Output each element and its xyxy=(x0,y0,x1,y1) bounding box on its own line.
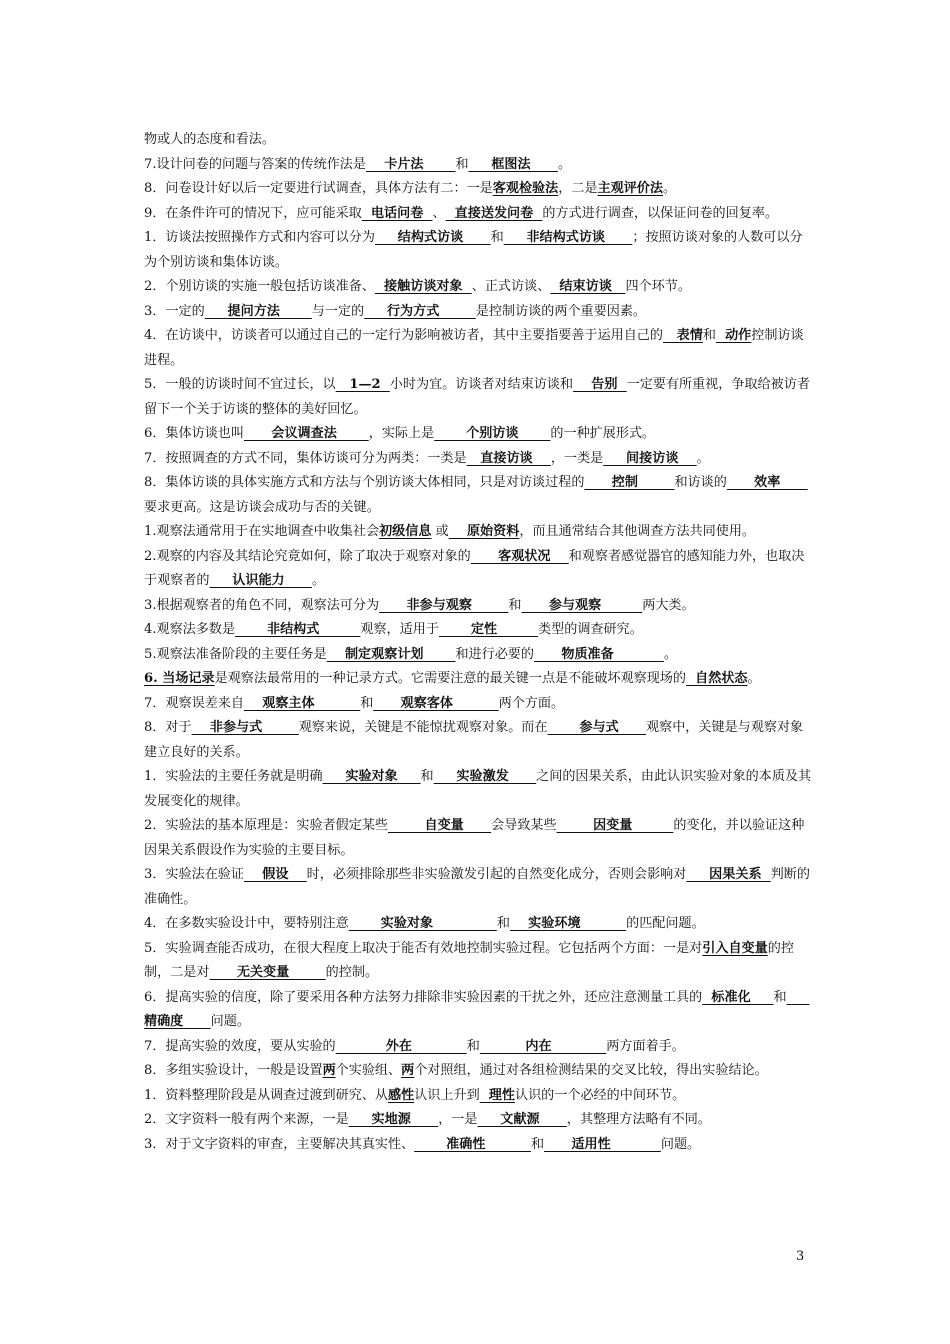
question-text: 和 xyxy=(773,989,787,1005)
question-text: 的控制，二是对 xyxy=(144,940,794,980)
answer-blank: 间接访谈 xyxy=(603,450,697,466)
question-paragraph xyxy=(144,520,812,545)
page-number: 3 xyxy=(796,1249,805,1264)
answer-blank: 主观评价法 xyxy=(597,181,663,196)
answer-blank: 无关变量 xyxy=(209,965,326,980)
question-paragraph xyxy=(144,324,812,373)
answer-blank: 观察主体 xyxy=(244,695,361,711)
question-paragraph xyxy=(144,422,812,447)
question-text: 2.观察的内容及其结论究竟如何，除了取决于观察对象的 xyxy=(144,548,471,564)
answer-blank: 控制 xyxy=(584,475,675,490)
question-text: 4．在多数实验设计中，要特别注意 xyxy=(144,916,349,931)
question-text: 两方面着手。 xyxy=(606,1038,685,1054)
question-text: ，其整理方法略有不同。 xyxy=(566,1112,711,1127)
answer-blank: 文献源 xyxy=(477,1112,567,1127)
question-text: 要求更高。这是访谈会成功与否的关键。 xyxy=(144,499,380,515)
question-text: 类型的调查研究。 xyxy=(538,622,643,637)
answer-blank: 外在 xyxy=(335,1038,467,1054)
question-text: 。 xyxy=(747,671,761,686)
question-paragraph xyxy=(144,545,812,594)
answer-blank: 非参与观察 xyxy=(379,597,509,613)
document-body xyxy=(144,128,812,1157)
answer-blank: 两 xyxy=(322,1063,336,1078)
question-text: 1．实验法的主要任务就是明确 xyxy=(144,769,323,784)
answer-blank: 效率 xyxy=(726,475,808,490)
question-text: 8．问卷设计好以后一定要进行试调查，具体方法有二：一是 xyxy=(144,181,493,196)
question-paragraph xyxy=(144,275,812,300)
question-text: 和 xyxy=(490,230,504,245)
answer-blank: 参与式 xyxy=(547,720,647,735)
question-text: 是观察法最常用的一种记录方式。它需要注意的最关键一点是不能破坏观察现场的 xyxy=(214,671,686,686)
question-text: 3．实验法在验证 xyxy=(144,867,244,882)
question-text: 观察来说，关键是不能惊扰观察对象。而在 xyxy=(298,720,548,735)
answer-blank: 自然状态 xyxy=(685,671,748,686)
answer-blank: 结构式访谈 xyxy=(374,230,491,245)
question-text: 5．一般的访谈时间不宜过长，以 xyxy=(144,377,336,392)
question-text: 和观察者感觉器官的感知能力外，也取决于观察者的 xyxy=(144,548,805,588)
question-text: 4．在访谈中，访谈者可以通过自己的一定行为影响被访者，其中主要指要善于运用自己的 xyxy=(144,328,663,343)
answer-blank: 参与观察 xyxy=(521,597,643,613)
question-paragraph xyxy=(144,814,812,863)
question-text: 和 xyxy=(455,156,469,172)
answer-blank: 客观状况 xyxy=(470,548,569,564)
question-text: 观察，适用于 xyxy=(360,622,439,637)
question-text: 是控制访谈的两个重要因素。 xyxy=(475,303,647,319)
question-text: 四个环节。 xyxy=(625,279,691,294)
question-text: 、正式访谈、 xyxy=(471,279,551,294)
answer-blank: 引入自变量 xyxy=(702,940,768,956)
question-text: 和 xyxy=(531,1136,545,1152)
question-text: 和 xyxy=(496,916,510,931)
question-text: 或 xyxy=(431,524,449,539)
question-text: 和访谈的 xyxy=(674,475,727,490)
question-text: 3．对于文字资料的审查，主要解决其真实性、 xyxy=(144,1136,415,1152)
answer-blank: 1—2 xyxy=(335,377,390,392)
question-paragraph xyxy=(144,128,812,153)
question-text: 一定要有所重视，争取给被访者留下一个关于访谈的整体的美好回忆。 xyxy=(144,377,810,417)
answer-blank: 原始资料 xyxy=(448,524,520,539)
question-paragraph xyxy=(144,716,812,765)
answer-blank: 框图法 xyxy=(468,156,558,172)
question-text: ，而且通常结合其他调查方法共同使用。 xyxy=(519,524,756,539)
question-text: 7．观察误差来自 xyxy=(144,695,244,711)
question-text: 时，必须排除那些非实验激发引起的自然变化成分，否则会影响对 xyxy=(306,867,687,882)
question-text: 和 xyxy=(360,695,374,711)
answer-blank: 直接访谈 xyxy=(466,450,551,466)
question-text: 、 xyxy=(432,205,446,221)
question-text: 小时为宜。访谈者对结束访谈和 xyxy=(389,377,574,392)
question-text: 5.观察法准备阶段的主要任务是 xyxy=(144,646,327,662)
question-paragraph xyxy=(144,667,812,692)
question-text: 的控制。 xyxy=(325,965,379,980)
question-paragraph xyxy=(144,912,812,937)
answer-blank: 电话问卷 xyxy=(361,205,433,221)
question-paragraph xyxy=(144,618,812,643)
question-text: ，二是 xyxy=(558,181,598,196)
question-paragraph xyxy=(144,177,812,202)
answer-blank: 精确度 xyxy=(144,989,810,1029)
question-text: 2．文字资料一般有两个来源，一是 xyxy=(144,1112,349,1127)
question-text: 7.设计问卷的问题与答案的传统作法是 xyxy=(144,156,366,172)
question-text: 8．对于 xyxy=(144,720,192,735)
question-paragraph xyxy=(144,1059,812,1084)
answer-blank: 非结构式访谈 xyxy=(503,230,633,245)
answer-blank: 告别 xyxy=(573,377,627,392)
answer-blank: 接触访谈对象 xyxy=(374,279,472,294)
question-text: 2．实验法的基本原理是：实验者假定某些 xyxy=(144,818,389,833)
answer-blank: 认识能力 xyxy=(209,573,312,588)
question-paragraph xyxy=(144,300,812,325)
question-paragraph xyxy=(144,373,812,422)
answer-blank: 卡片法 xyxy=(366,156,456,172)
question-paragraph xyxy=(144,226,812,275)
answer-blank: 因果关系 xyxy=(686,867,771,882)
question-text: 和进行必要的 xyxy=(455,646,534,662)
question-text: 6．集体访谈也叫 xyxy=(144,426,244,441)
answer-blank: 准确性 xyxy=(414,1136,531,1152)
question-paragraph xyxy=(144,1108,812,1133)
question-text: 。 xyxy=(663,646,677,662)
question-paragraph xyxy=(144,765,812,814)
answer-blank: 实地源 xyxy=(348,1112,439,1127)
answer-blank: 物质准备 xyxy=(534,646,664,662)
question-text: 之间的因果关系，由此认识实验对象的本质及其发展变化的规律。 xyxy=(144,769,812,809)
answer-blank: 感性 xyxy=(388,1087,415,1103)
answer-blank: 标准化 xyxy=(702,989,774,1005)
answer-blank: 因变量 xyxy=(556,818,674,833)
answer-blank: 行为方式 xyxy=(364,303,476,319)
question-text: 。 xyxy=(696,450,710,466)
question-text: 两个方面。 xyxy=(498,695,565,711)
answer-blank: 结束访谈 xyxy=(550,279,626,294)
question-text: 1．访谈法按照操作方式和内容可以分为 xyxy=(144,230,375,245)
answer-blank: 适用性 xyxy=(544,1136,661,1152)
question-text: 两大类。 xyxy=(642,597,695,613)
answer-blank: 直接送发问卷 xyxy=(445,205,543,221)
question-text: ，一是 xyxy=(438,1112,478,1127)
question-text: 3.根据观察者的角色不同，观察法可分为 xyxy=(144,597,380,613)
question-paragraph xyxy=(144,471,812,520)
question-text: 会导致某些 xyxy=(491,818,557,833)
answer-blank: 实验环境 xyxy=(509,916,627,931)
answer-blank: 非结构式 xyxy=(235,622,361,637)
answer-blank: 6. 当场记录 xyxy=(144,671,215,686)
question-paragraph xyxy=(144,1084,812,1109)
question-paragraph xyxy=(144,692,812,717)
question-text: 1．资料整理阶段是从调查过渡到研究、从 xyxy=(144,1087,389,1103)
question-text: 5．实验调查能否成功，在很大程度上取决于能否有效地控制实验过程。它包括两个方面：一是对 xyxy=(144,940,703,956)
question-paragraph xyxy=(144,1133,812,1158)
question-paragraph xyxy=(144,863,812,912)
question-text: 7．按照调查的方式不同，集体访谈可分为两类：一类是 xyxy=(144,450,467,466)
question-paragraph xyxy=(144,202,812,227)
answer-blank: 非参与式 xyxy=(191,720,299,735)
question-text: 的一种扩展形式。 xyxy=(550,426,656,441)
question-text: 3．一定的 xyxy=(144,303,205,319)
question-paragraph xyxy=(144,1035,812,1060)
question-text: 。 xyxy=(663,181,677,196)
answer-blank: 初级信息 xyxy=(379,524,432,539)
answer-blank: 实验激发 xyxy=(433,769,537,784)
question-text: 7．提高实验的效度，要从实验的 xyxy=(144,1038,336,1054)
answer-blank: 自变量 xyxy=(388,818,492,833)
answer-blank: 动作 xyxy=(715,328,752,343)
question-text: 8．集体访谈的具体实施方式和方法与个别访谈大体相同，只是对访谈过程的 xyxy=(144,475,585,490)
question-text: 的方式进行调查，以保证问卷的回复率。 xyxy=(542,205,779,221)
question-text: 观察中，关键是与观察对象建立良好的关系。 xyxy=(144,720,804,760)
question-text: 问题。 xyxy=(210,1014,250,1029)
answer-blank: 实验对象 xyxy=(348,916,497,931)
question-text: 1.观察法通常用于在实地调查中收集社会 xyxy=(144,524,380,539)
answer-blank: 观察客体 xyxy=(373,695,499,711)
question-paragraph xyxy=(144,643,812,668)
question-text: 认识上升到 xyxy=(414,1087,480,1103)
answer-blank: 内在 xyxy=(479,1038,607,1054)
question-paragraph xyxy=(144,937,812,986)
question-text: 8．多组实验设计，一般是设置 xyxy=(144,1063,323,1078)
question-text: 。 xyxy=(312,573,326,588)
answer-blank: 假设 xyxy=(244,867,307,882)
question-text: 物或人的态度和看法。 xyxy=(144,132,275,147)
question-text: ；按照访谈对象的人数可以分为个别访谈和集体访谈。 xyxy=(144,230,803,270)
answer-blank: 表情 xyxy=(663,328,703,343)
question-text: 个实验组、 xyxy=(335,1063,402,1078)
question-text: ，一类是 xyxy=(550,450,604,466)
answer-blank: 理性 xyxy=(479,1087,515,1103)
question-text: 认识的一个必经的中间环节。 xyxy=(515,1087,686,1103)
question-text: 。 xyxy=(557,156,572,172)
question-text: 的匹配问题。 xyxy=(626,916,705,931)
answer-blank: 客观检验法 xyxy=(492,181,559,196)
question-text: 的变化，并以验证这种因果关系假设作为实验的主要目标。 xyxy=(144,818,805,858)
question-paragraph xyxy=(144,447,812,472)
answer-blank: 制定观察计划 xyxy=(326,646,456,662)
question-text: 控制访谈进程。 xyxy=(144,328,804,368)
question-text: 和 xyxy=(466,1038,480,1054)
answer-blank: 个别访谈 xyxy=(434,426,551,441)
question-text: 问题。 xyxy=(660,1136,701,1152)
question-text: 6．提高实验的信度，除了要采用各种方法努力排除非实验因素的干扰之外，还应注意测量工具的 xyxy=(144,989,703,1005)
question-text: 个对照组，通过对各组检测结果的交叉比较，得出实验结论。 xyxy=(414,1063,768,1078)
question-text: 和 xyxy=(702,328,716,343)
answer-blank: 两 xyxy=(401,1063,415,1078)
answer-blank: 定性 xyxy=(438,622,539,637)
question-paragraph xyxy=(144,594,812,619)
question-paragraph xyxy=(144,153,812,178)
question-text: 与一定的 xyxy=(311,303,365,319)
question-text: 和 xyxy=(420,769,434,784)
answer-blank: 提问方法 xyxy=(204,303,312,319)
question-text: 4.观察法多数是 xyxy=(144,622,236,637)
answer-blank: 实验对象 xyxy=(322,769,421,784)
question-paragraph xyxy=(144,986,812,1035)
answer-blank: 会议调查法 xyxy=(244,426,369,441)
question-text: 判断的准确性。 xyxy=(144,867,810,907)
question-text: 和 xyxy=(508,597,522,613)
question-text: 2．个别访谈的实施一般包括访谈准备、 xyxy=(144,279,375,294)
question-text: 9．在条件许可的情况下，应可能采取 xyxy=(144,205,362,221)
question-text: ，实际上是 xyxy=(368,426,435,441)
